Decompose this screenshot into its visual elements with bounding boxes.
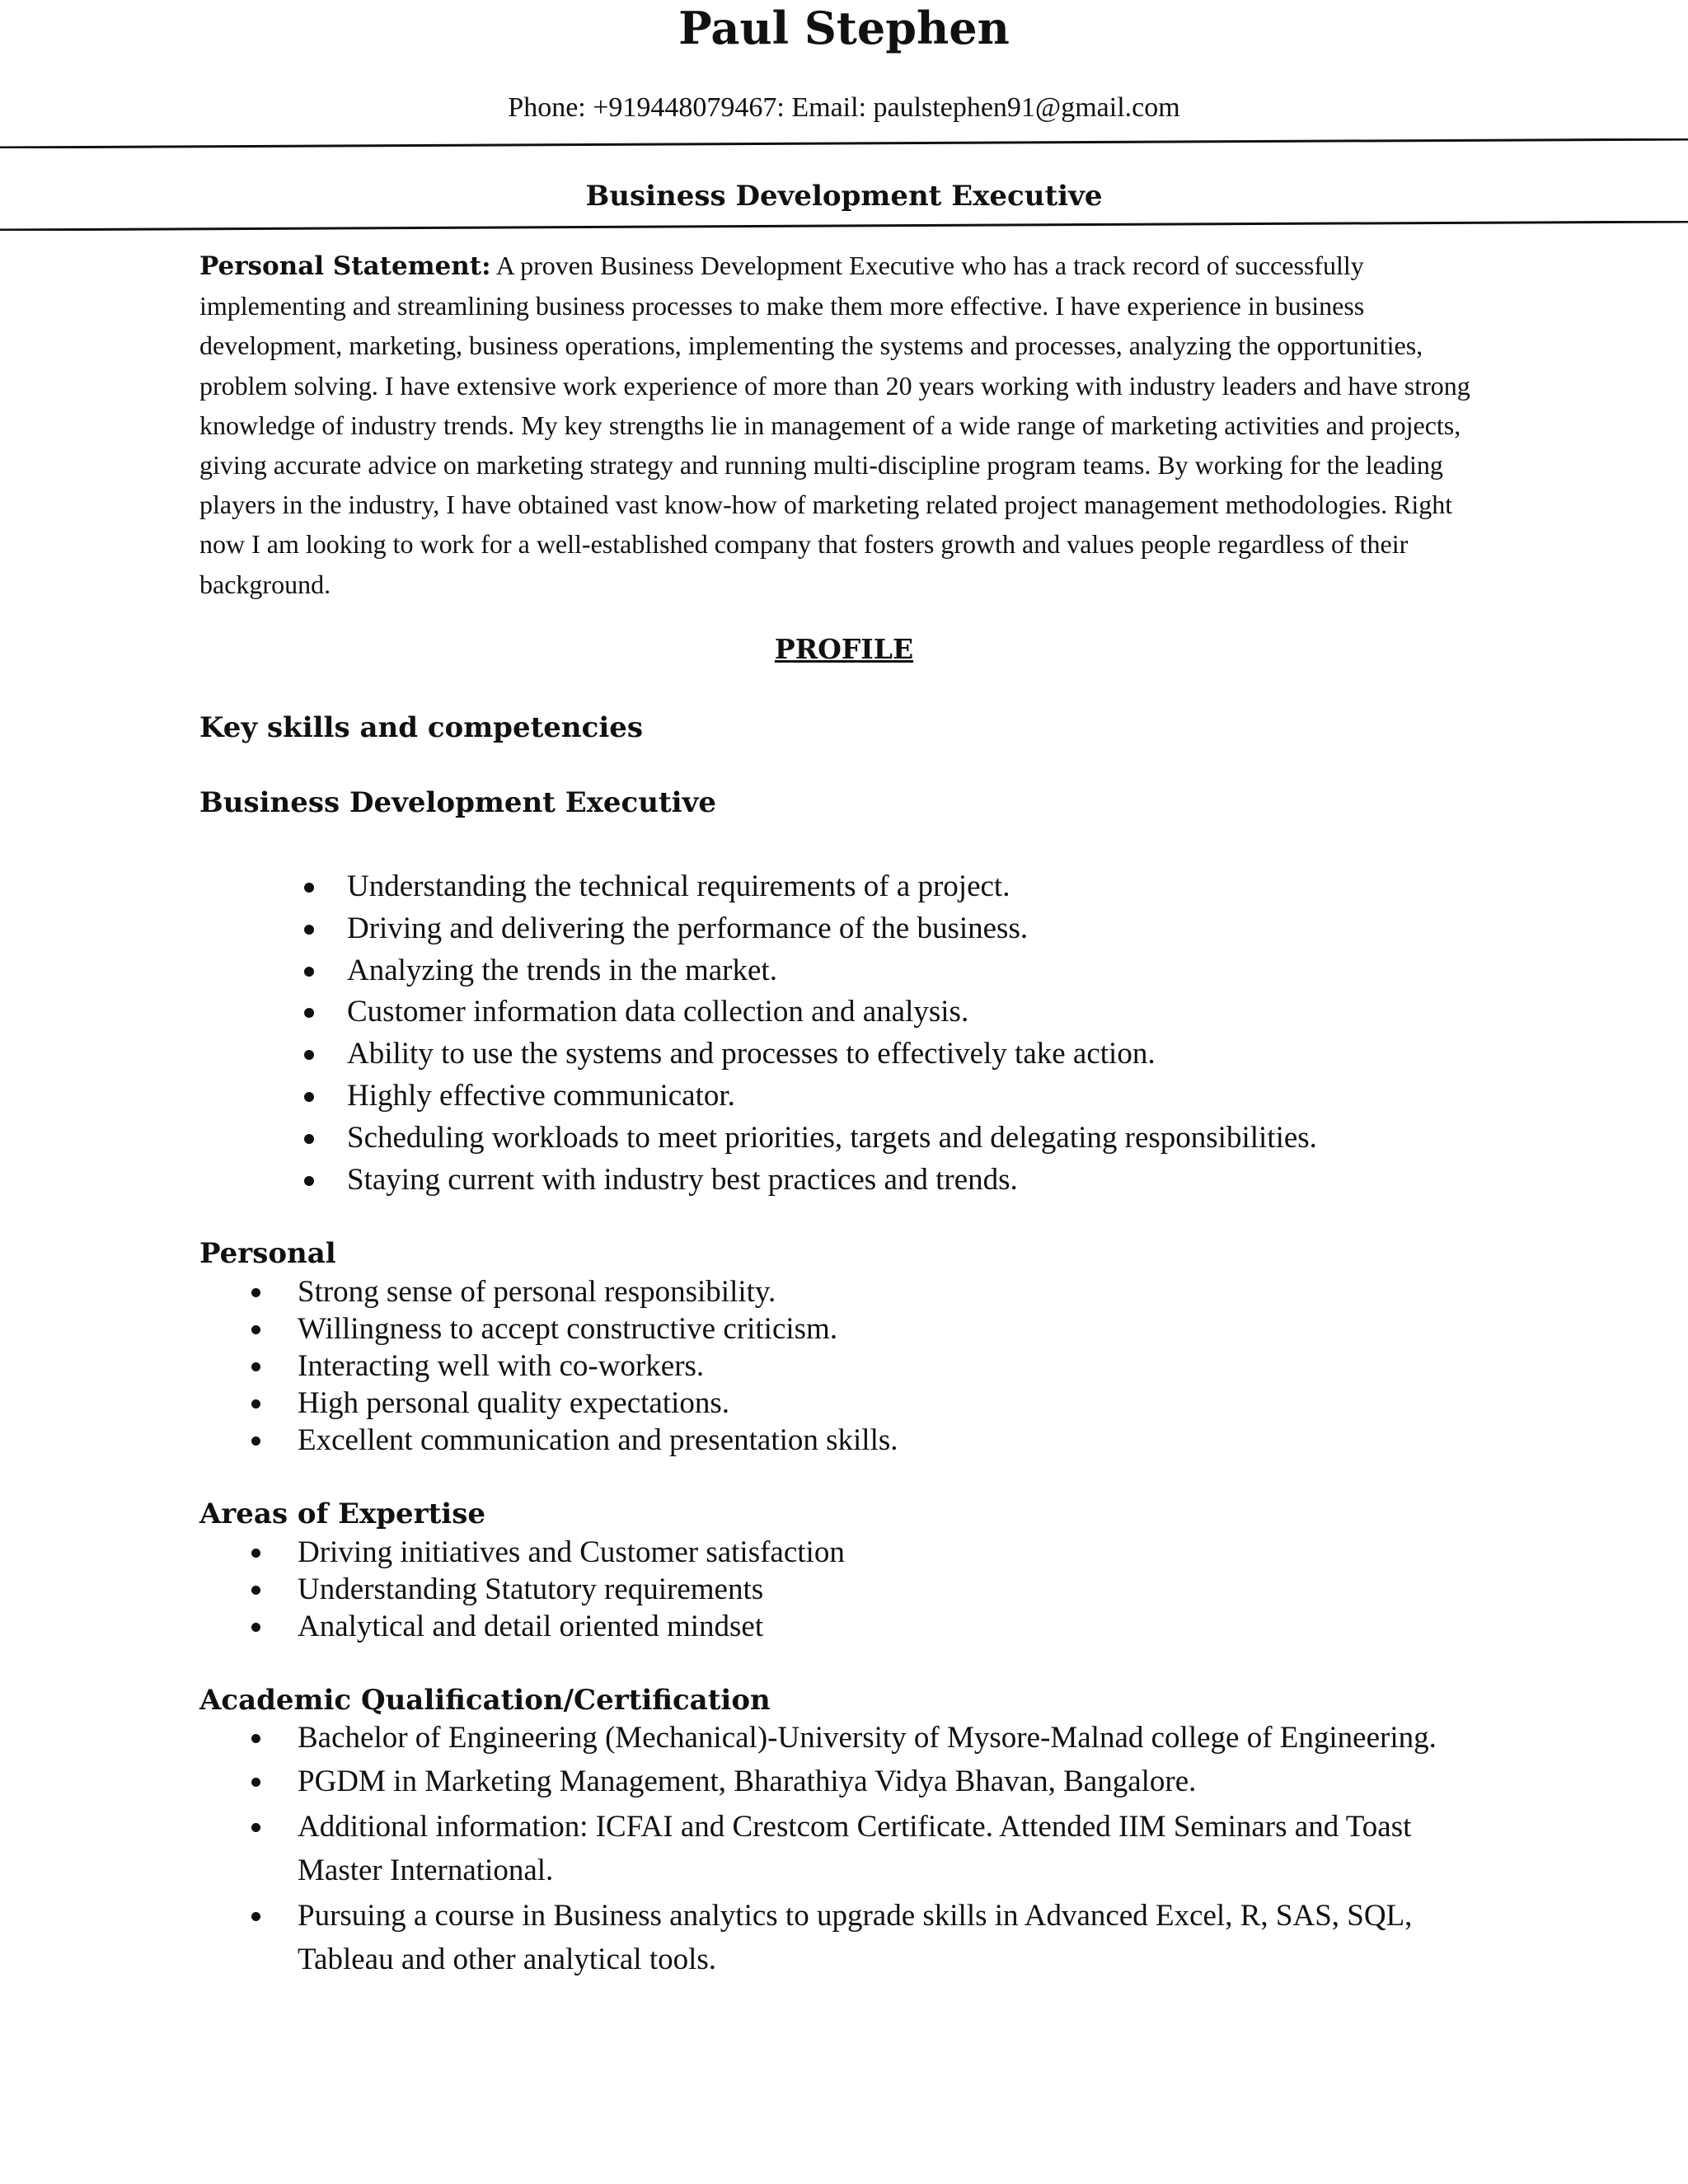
bullet-icon [304,1008,314,1018]
personal-statement [199,246,1498,604]
academic-heading: Academic Qualification/Certification [199,1684,771,1717]
bullet-icon [304,1134,314,1144]
bullet-icon [251,1436,260,1446]
personal-statement-label: Personal Statement: [199,251,491,281]
list-item: Analytical and detail oriented mindset [298,1608,1451,1645]
bullet-icon [251,1362,260,1371]
personal-list [298,1273,1451,1459]
list-item: Analyzing the trends in the market. [347,950,1501,992]
expertise-list [298,1534,1451,1645]
header-divider-bottom [0,221,1688,231]
header-divider-top [0,138,1688,148]
list-item: Scheduling workloads to meet priorities, targets and delegating responsibilities. [347,1118,1501,1160]
list-item: Strong sense of personal responsibility. [298,1273,1451,1310]
list-item: Staying current with industry best practices and trends. [347,1160,1501,1202]
bullet-icon [251,1288,260,1297]
bullet-icon [304,1092,314,1102]
list-item: Excellent communication and presentation skills. [298,1422,1451,1459]
role-heading: Business Development Executive [199,786,716,819]
skills-list [347,866,1501,1201]
bullet-icon [304,925,314,935]
personal-statement-text: A proven Business Development Executive who has a track record of successfully implementing and streamlining business processes to make them more effective. I have experience in business development, marketing, business operations, implementing the systems and processes, analyzing the opportunities, problem solving. I have extensive work experience of more than 20 years working with industry leaders and have strong knowledge of industry trends. My key strengths lie in management of a wide range of marketing activities and projects, giving accurate advice on marketing strategy and running multi-discipline program teams. By working for the leading players in the industry, I have obtained vast know-how of marketing related project management methodologies. Right now I am looking to work for a well-established company that fosters growth and values people regardless of their background. [199,251,1470,599]
bullet-icon [251,1325,260,1334]
list-item: Ability to use the systems and processes to effectively take action. [347,1033,1501,1076]
list-item: Highly effective communicator. [347,1076,1501,1118]
bullet-icon [251,1586,260,1595]
bullet-icon [251,1912,260,1921]
profile-heading: PROFILE [774,633,914,665]
list-item: Willingness to accept constructive criticism. [298,1310,1451,1347]
candidate-name: Paul Stephen [678,2,1010,54]
list-item: Understanding the technical requirements of a project. [347,866,1501,908]
bullet-icon [304,883,314,893]
personal-heading: Personal [199,1237,336,1270]
list-item: Bachelor of Engineering (Mechanical)-University of Mysore-Malnad college of Engineering. [298,1716,1476,1760]
list-item: Customer information data collection and analysis. [347,991,1501,1033]
bullet-icon [251,1399,260,1408]
list-item: Pursuing a course in Business analytics to upgrade skills in Advanced Excel, R, SAS, SQL, Tableau and other analytical tools. [298,1894,1476,1981]
list-item: Driving and delivering the performance of the business. [347,908,1501,950]
contact-line: Phone: +919448079467: Email: paulstephen91@gmail.com [508,92,1180,123]
bullet-icon [251,1734,260,1743]
list-item: Understanding Statutory requirements [298,1571,1451,1608]
bullet-icon [304,1176,314,1186]
key-skills-heading: Key skills and competencies [199,711,644,744]
bullet-icon [304,967,314,977]
list-item: PGDM in Marketing Management, Bharathiya Vidya Bhavan, Bangalore. [298,1760,1476,1803]
bullet-icon [251,1823,260,1832]
list-item: Interacting well with co-workers. [298,1347,1451,1385]
list-item: Additional information: ICFAI and Crestcom Certificate. Attended IIM Seminars and Toast Master International. [298,1805,1476,1892]
bullet-icon [251,1623,260,1632]
bullet-icon [251,1549,260,1558]
expertise-heading: Areas of Expertise [199,1497,485,1530]
bullet-icon [251,1778,260,1787]
list-item: Driving initiatives and Customer satisfaction [298,1534,1451,1571]
job-title: Business Development Executive [585,180,1103,213]
list-item: High personal quality expectations. [298,1385,1451,1422]
academic-list [298,1716,1476,1981]
bullet-icon [304,1050,314,1060]
